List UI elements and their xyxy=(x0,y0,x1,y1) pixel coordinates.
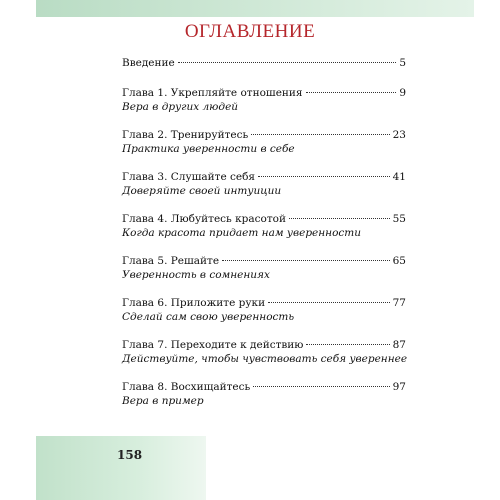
toc-entry-chapter-6[interactable] xyxy=(122,296,406,324)
dot-leader xyxy=(268,302,390,303)
dot-leader xyxy=(306,92,397,93)
spacer xyxy=(122,198,406,212)
toc-entry-subtitle: Вера в других людей xyxy=(122,101,239,113)
toc-entry-label: Глава 1. Укрепляйте отношения xyxy=(122,87,303,99)
spacer xyxy=(122,324,406,338)
toc-entry-subtitle: Уверенность в сомнениях xyxy=(122,269,270,281)
toc-entry-label: Глава 6. Приложите руки xyxy=(122,297,266,309)
toc-entry-label: Глава 4. Любуйтесь красотой xyxy=(122,213,286,225)
toc-entry-page: 77 xyxy=(392,297,406,309)
toc-entry-page: 9 xyxy=(399,87,406,99)
toc-entry-subtitle: Практика уверенности в себе xyxy=(122,143,295,155)
spacer xyxy=(122,156,406,170)
page-number: 158 xyxy=(117,448,143,462)
toc-entry-chapter-8[interactable] xyxy=(122,380,406,408)
toc-entry-label: Введение xyxy=(122,57,175,69)
dot-leader xyxy=(289,218,390,219)
dot-leader xyxy=(258,176,390,177)
toc-entry-intro[interactable] xyxy=(122,56,406,70)
page-title: ОГЛАВЛЕНИЕ xyxy=(184,21,316,42)
spacer xyxy=(122,240,406,254)
toc-entry-subtitle: Когда красота придает нам уверенности xyxy=(122,227,362,239)
table-of-contents xyxy=(122,56,406,408)
toc-entry-subtitle: Сделай сам свою уверенность xyxy=(122,311,295,323)
dot-leader xyxy=(253,386,389,387)
toc-entry-label: Глава 2. Тренируйтесь xyxy=(122,129,249,141)
toc-entry-label: Глава 5. Решайте xyxy=(122,255,220,267)
spacer xyxy=(122,70,406,86)
toc-entry-subtitle: Действуйте, чтобы чувствовать себя увереннее xyxy=(122,353,408,365)
dot-leader xyxy=(306,344,389,345)
toc-entry-subtitle: Доверяйте своей интуиции xyxy=(122,185,282,197)
spacer xyxy=(122,366,406,380)
toc-entry-chapter-3[interactable] xyxy=(122,170,406,198)
toc-entry-chapter-1[interactable] xyxy=(122,86,406,114)
toc-entry-subtitle: Вера в пример xyxy=(122,395,204,407)
toc-entry-label: Глава 7. Переходите к действию xyxy=(122,339,304,351)
toc-entry-page: 23 xyxy=(392,129,406,141)
toc-entry-page: 97 xyxy=(392,381,406,393)
spacer xyxy=(122,114,406,128)
toc-entry-chapter-7[interactable] xyxy=(122,338,406,366)
toc-entry-page: 55 xyxy=(392,213,406,225)
toc-entry-page: 65 xyxy=(392,255,406,267)
dot-leader xyxy=(178,62,397,63)
toc-entry-chapter-2[interactable] xyxy=(122,128,406,156)
toc-entry-label: Глава 8. Восхищайтесь xyxy=(122,381,251,393)
bottom-accent-band xyxy=(36,436,206,500)
toc-entry-chapter-4[interactable] xyxy=(122,212,406,240)
toc-entry-chapter-5[interactable] xyxy=(122,254,406,282)
dot-leader xyxy=(222,260,390,261)
top-accent-band xyxy=(36,0,474,17)
toc-entry-page: 5 xyxy=(399,57,406,69)
toc-entry-page: 87 xyxy=(392,339,406,351)
dot-leader xyxy=(251,134,389,135)
toc-entry-label: Глава 3. Слушайте себя xyxy=(122,171,256,183)
spacer xyxy=(122,282,406,296)
toc-entry-page: 41 xyxy=(392,171,406,183)
